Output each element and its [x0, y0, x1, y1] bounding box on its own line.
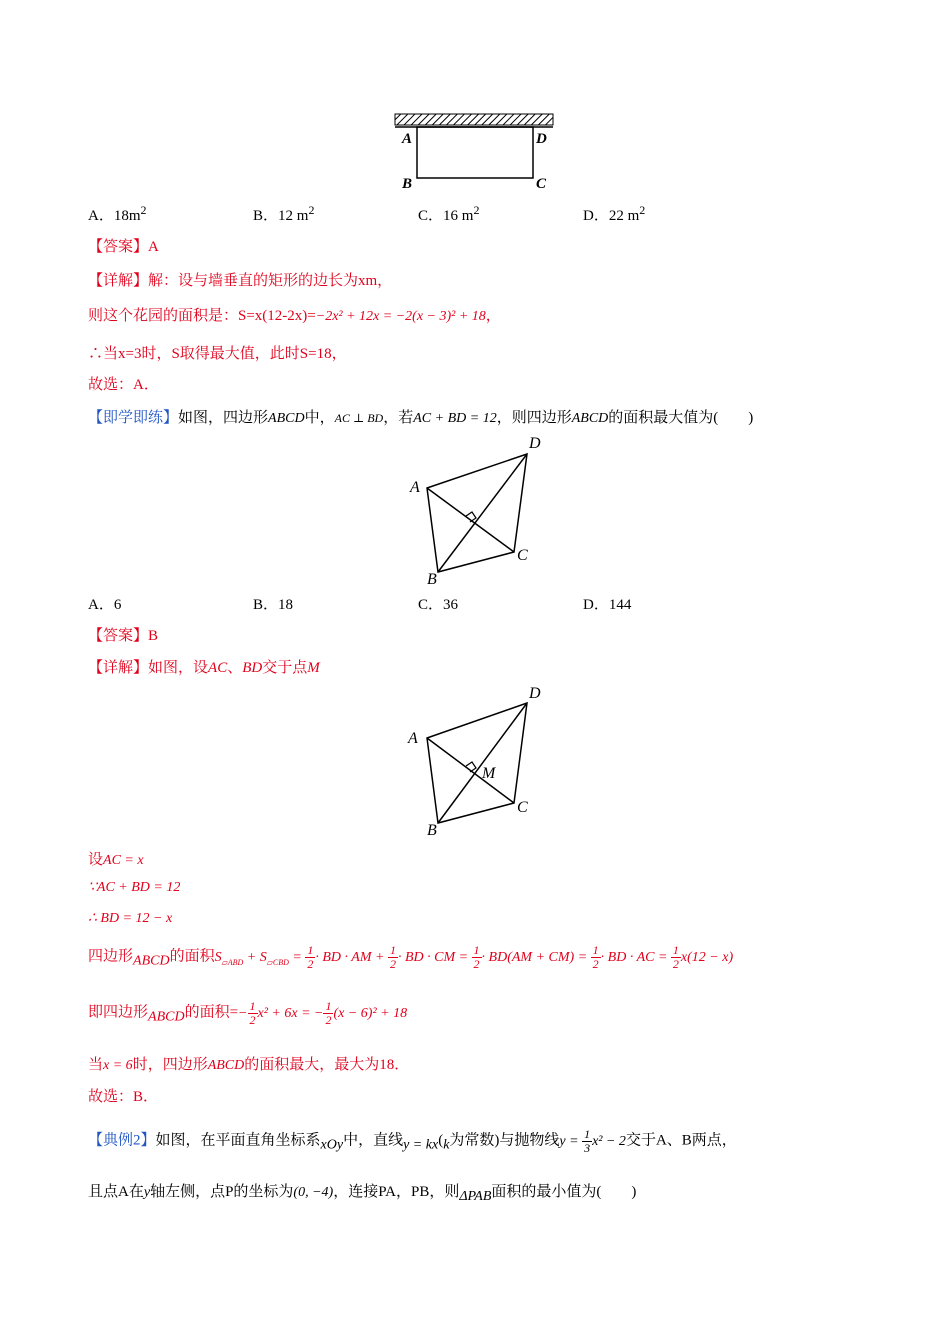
derive-line3: ∴ BD = 12 − x	[88, 911, 173, 926]
q1-detail-line1: 【详解】解：设与墙垂直的矩形的边长为xm，	[88, 273, 393, 289]
derive-line2: ∵AC + BD = 12	[88, 880, 181, 895]
quadrilateral-figure	[400, 432, 550, 587]
example2-tag: 【典例2】	[88, 1132, 156, 1149]
q1-option-c[interactable]: C．16 $m^2$	[418, 203, 480, 224]
q2-answer: 【答案】B	[88, 628, 159, 644]
q2-option-d[interactable]: D．144	[583, 597, 632, 613]
answer-tag: 【答案】	[88, 239, 149, 255]
q2-option-c[interactable]: C．36	[418, 597, 459, 613]
svg-text:C: C	[517, 799, 528, 816]
example2-line2: 且点A在y轴左侧，点P的坐标为(0, −4)，连接PA，PB，则$_{\Delta PAB}$面积的最小值为( )	[88, 1184, 637, 1204]
q2-option-a[interactable]: A．6	[88, 597, 122, 613]
garden-rectangle	[417, 127, 533, 178]
label-b: B	[402, 176, 413, 192]
diagonal-bd	[438, 454, 527, 572]
q1-detail-line3: ∴当x=3时，S取得最大值，此时S=18，	[88, 346, 347, 362]
svg-text:A: A	[408, 730, 418, 747]
diagonal-ac	[427, 488, 514, 552]
q1-option-b[interactable]: B．12 $m^2$	[253, 203, 315, 224]
garden-rectangle-figure	[390, 110, 560, 195]
svg-text:B: B	[427, 822, 437, 838]
q1-detail-line2: 则这个花园的面积是：S=x(12-2x)=−2x² + 12x = −2(x − 3)² + 18，	[88, 308, 501, 324]
q1-answer	[88, 235, 159, 256]
wall-hatch	[395, 114, 553, 125]
q1-option-a[interactable]: A．$18m^2$	[88, 203, 147, 224]
practice-question: 【即学即练】如图，四边形ABCD中，AC ⊥ BD，若AC + BD = 12，则四边形ABCD的面积最大值为( )	[88, 410, 754, 426]
label-a: A	[402, 131, 413, 147]
svg-text:B: B	[427, 571, 437, 587]
quadrilateral-with-m-figure	[400, 683, 550, 838]
svg-text:D: D	[529, 685, 541, 702]
q1-detail-line4: 故选：A．	[88, 377, 159, 393]
derive-line1: 设AC = x	[88, 852, 144, 868]
quadrilateral-abcd	[427, 454, 527, 572]
example2-line1: 【典例2】如图，在平面直角坐标系$_{xOy}$中，直线$_{y = kx}(_k$为常数)与抛物线y = $\frac{1}{3}$ x² − 2交于A、B两点，	[88, 1127, 737, 1155]
q1-option-d[interactable]: D．22 $m^2$	[583, 203, 646, 224]
practice-tag: 【即学即练】	[88, 410, 179, 426]
svg-text:D: D	[529, 435, 541, 452]
q2-option-b[interactable]: B．18	[253, 597, 294, 613]
svg-text:A: A	[410, 479, 420, 496]
answer-value: A	[148, 239, 159, 255]
detail-tag: 【详解】	[88, 273, 149, 289]
svg-text:M: M	[482, 765, 496, 782]
q2-detail-intro: 【详解】如图，设AC、BD交于点M	[88, 660, 320, 676]
svg-text:C: C	[517, 547, 528, 564]
label-d: D	[536, 131, 547, 147]
derive-line6: 当x = 6时，四边形ABCD的面积最大，最大为18．	[88, 1057, 410, 1073]
derive-line7: 故选：B．	[88, 1089, 159, 1105]
derive-line4: 四边形$_{ABCD}$的面积$S_{▱ABD} + S_{▱CBD}$ = $\frac{1}{2}$ · BD · AM + $\frac{1}{2}$ · BD · CM = $\frac{1}{2}$ · BD(AM + CM) = $\frac{1}{2}$ · BD · AC = $\frac{1}{2}$ x(12 − x)	[88, 943, 734, 971]
derive-line5: 即四边形$_{ABCD}$的面积=− $\frac{1}{2}$ x² + 6x = − $\frac{1}{2}$ (x − 6)² + 18	[88, 999, 408, 1027]
label-c: C	[536, 176, 547, 192]
